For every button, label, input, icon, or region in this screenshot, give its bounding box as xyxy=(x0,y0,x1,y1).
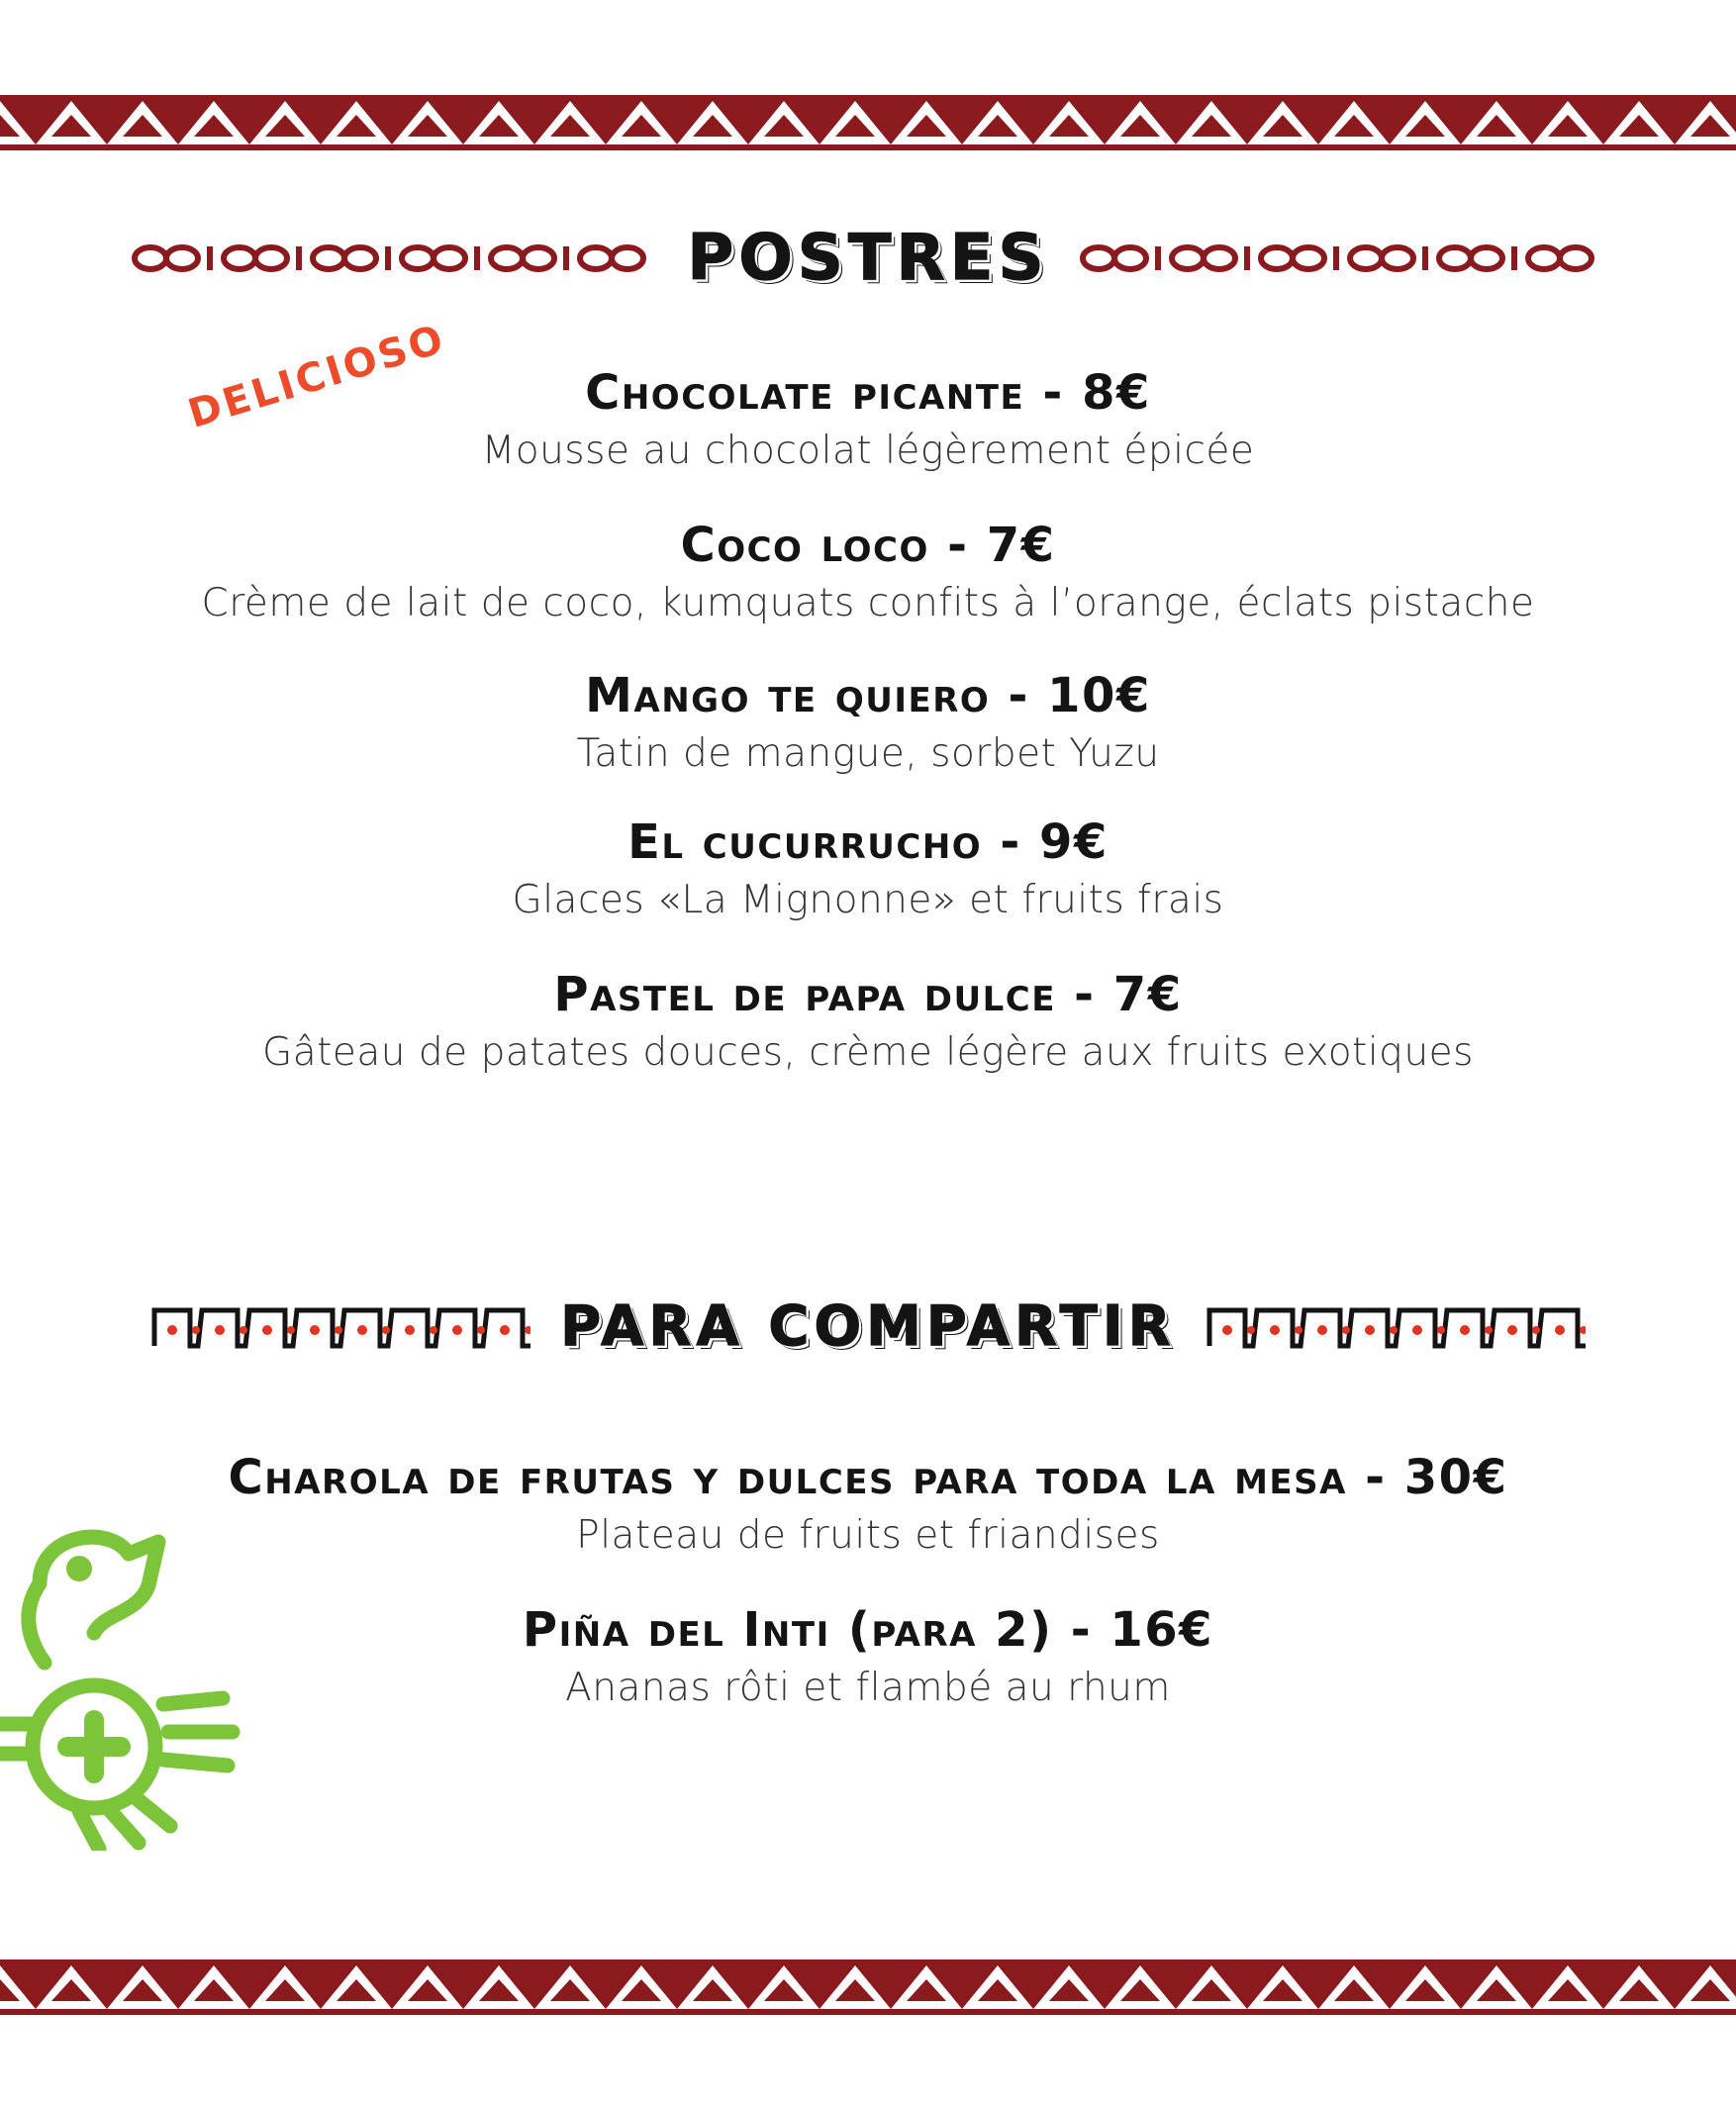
menu-item xyxy=(0,362,1736,479)
delicioso-stamp: DELICIOSO xyxy=(183,316,451,437)
menu-item-title: Mango te quiero - 10€ xyxy=(585,668,1151,723)
bottom-zigzag-band xyxy=(0,1960,1736,2015)
menu-item-description: Crème de lait de coco, kumquats confits à l’orange, éclats pistache xyxy=(201,581,1535,625)
infinity-chain-right-icon xyxy=(1075,239,1609,278)
menu-item xyxy=(0,665,1736,782)
compartir-title: PARA COMPARTIR xyxy=(560,1293,1176,1359)
menu-item-description: Ananas rôti et flambé au rhum xyxy=(565,1666,1171,1710)
menu-item xyxy=(0,1447,1736,1564)
greek-key-right-icon xyxy=(1206,1302,1586,1350)
menu-item-title: Chocolate picante - 8€ xyxy=(585,365,1151,421)
menu-item xyxy=(0,1599,1736,1716)
menu-item-title: Piña del Inti (para 2) - 16€ xyxy=(522,1602,1214,1658)
postres-header xyxy=(0,224,1736,293)
menu-item xyxy=(0,812,1736,928)
menu-item-description: Mousse au chocolat légèrement épicée xyxy=(481,429,1255,473)
menu-item-title: El cucurrucho - 9€ xyxy=(627,814,1109,870)
tribal-bird-icon xyxy=(0,1494,247,1855)
menu-item-description: Tatin de mangue, sorbet Yuzu xyxy=(576,731,1160,776)
postres-title: POSTRES xyxy=(687,222,1049,295)
menu-item-description: Gâteau de patates douces, crème légère aux fruits exotiques xyxy=(262,1030,1474,1075)
infinity-chain-left-icon xyxy=(127,239,661,278)
menu-item-description: Glaces «La Mignonne» et fruits frais xyxy=(512,878,1224,922)
menu-item-title: Pastel de papa dulce - 7€ xyxy=(553,967,1183,1022)
menu-item xyxy=(0,964,1736,1081)
greek-key-left-icon xyxy=(150,1302,530,1350)
postres-list xyxy=(0,362,1736,1081)
compartir-list xyxy=(0,1447,1736,1716)
menu-item-title: Coco loco - 7€ xyxy=(680,518,1056,573)
menu-item-title: Charola de frutas y dulces para toda la mesa - 30€ xyxy=(228,1450,1508,1505)
compartir-header xyxy=(0,1291,1736,1361)
menu-item-description: Plateau de fruits et friandises xyxy=(576,1513,1160,1558)
menu-item xyxy=(0,515,1736,631)
top-zigzag-band xyxy=(0,95,1736,150)
